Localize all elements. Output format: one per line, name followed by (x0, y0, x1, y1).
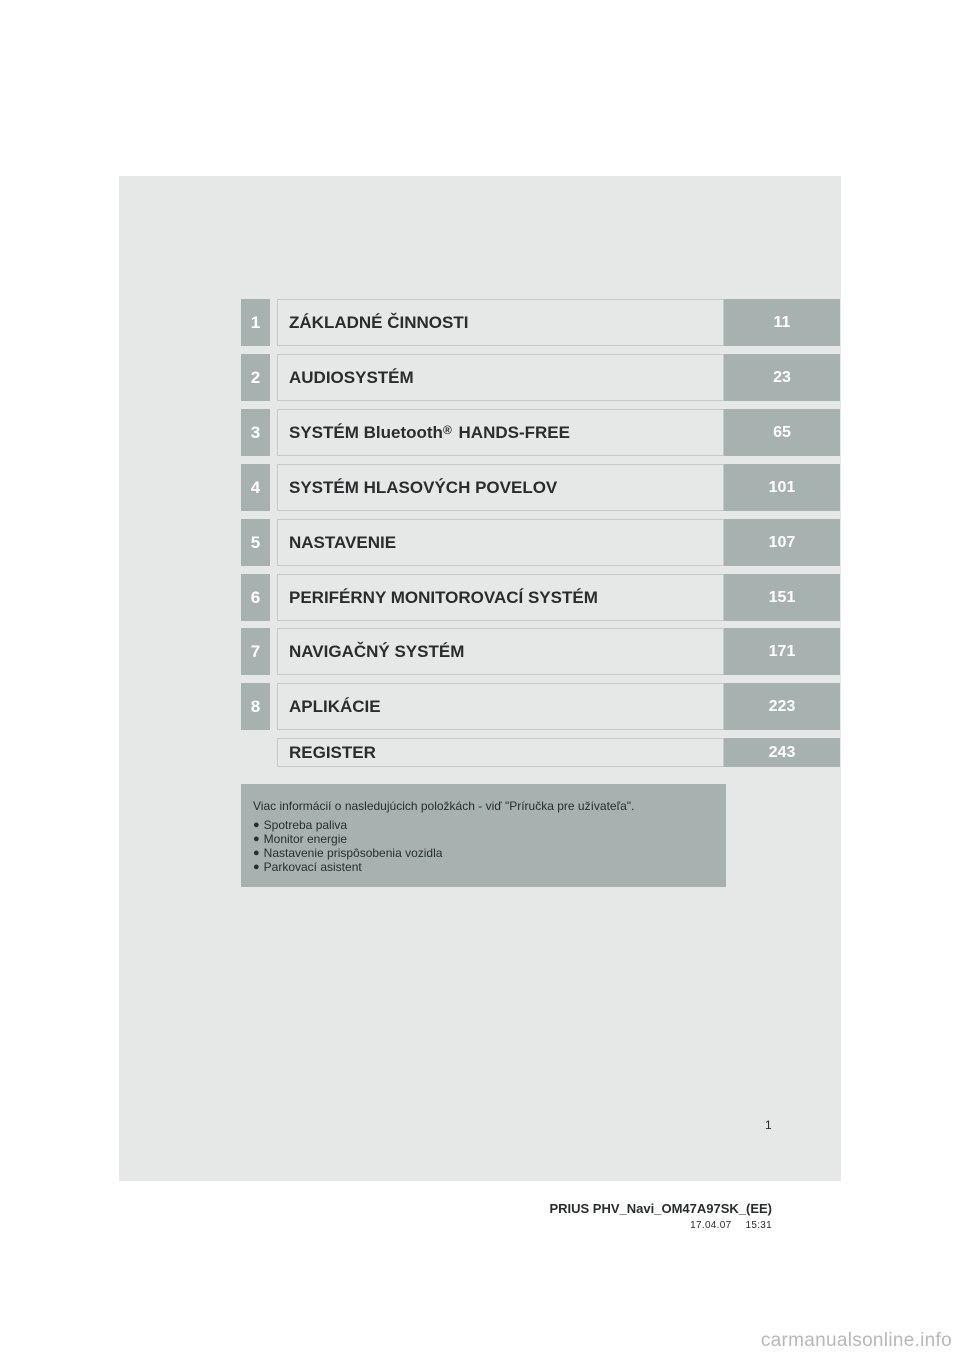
bullet-icon: ● (253, 819, 260, 831)
toc-number: 2 (241, 354, 270, 401)
list-item (253, 832, 714, 846)
watermark: carmanualsonline.info (760, 1330, 952, 1351)
toc-title: APLIKÁCIE (277, 683, 724, 730)
bullet-icon: ● (253, 861, 260, 873)
toc-row-4[interactable] (241, 464, 840, 511)
print-time: 15:31 (745, 1220, 772, 1231)
page-number: 1 (765, 1118, 772, 1132)
registered-mark: ® (442, 422, 452, 437)
toc-number: 5 (241, 519, 270, 566)
toc-title: SYSTÉM HLASOVÝCH POVELOV (277, 464, 724, 511)
toc-row-1[interactable] (241, 299, 840, 346)
toc-page: 107 (724, 519, 840, 566)
toc-title: ZÁKLADNÉ ČINNOSTI (277, 299, 724, 346)
toc-title-rest: HANDS-FREE (453, 422, 570, 442)
toc-title: NASTAVENIE (277, 519, 724, 566)
toc-number: 4 (241, 464, 270, 511)
toc-title (277, 409, 724, 456)
toc-row-2[interactable] (241, 354, 840, 401)
print-date: 17.04.07 (690, 1220, 732, 1231)
toc-title: NAVIGAČNÝ SYSTÉM (277, 628, 724, 675)
toc-title: AUDIOSYSTÉM (277, 354, 724, 401)
toc-page: 151 (724, 574, 840, 621)
toc-number: 8 (241, 683, 270, 730)
toc-number: 6 (241, 574, 270, 621)
list-item (253, 860, 714, 874)
toc-row-3[interactable] (241, 409, 840, 456)
list-item-text: Monitor energie (263, 832, 348, 846)
list-item-text: Nastavenie prispôsobenia vozidla (263, 846, 443, 860)
toc-page: 101 (724, 464, 840, 511)
toc-page: 65 (724, 409, 840, 456)
list-item-text: Parkovací asistent (263, 860, 362, 874)
toc-row-6[interactable] (241, 574, 840, 621)
list-item-text: Spotreba paliva (263, 818, 348, 832)
info-intro: Viac informácií o nasledujúcich položkách - viď "Príručka pre užívateľa". (253, 799, 635, 813)
document-id: PRIUS PHV_Navi_OM47A97SK_(EE) (549, 1201, 772, 1216)
bullet-icon: ● (253, 847, 260, 859)
list-item (253, 818, 714, 832)
toc-title: REGISTER (277, 738, 724, 767)
list-item (253, 846, 714, 860)
toc-number: 1 (241, 299, 270, 346)
toc-number: 3 (241, 409, 270, 456)
toc-title-main: SYSTÉM Bluetooth (289, 422, 443, 442)
toc-row-7[interactable] (241, 628, 840, 675)
bullet-icon: ● (253, 833, 260, 845)
print-stamp (690, 1220, 772, 1231)
toc-number: 7 (241, 628, 270, 675)
info-list (253, 818, 714, 874)
toc-page: 171 (724, 628, 840, 675)
toc-row-5[interactable] (241, 519, 840, 566)
toc-page: 243 (724, 738, 840, 767)
toc-title: PERIFÉRNY MONITOROVACÍ SYSTÉM (277, 574, 724, 621)
info-box (241, 784, 726, 887)
toc-page: 23 (724, 354, 840, 401)
toc-row-register[interactable] (241, 738, 840, 767)
toc-row-8[interactable] (241, 683, 840, 730)
toc-number-blank (241, 738, 270, 767)
toc-page: 223 (724, 683, 840, 730)
toc-page: 11 (724, 299, 840, 346)
